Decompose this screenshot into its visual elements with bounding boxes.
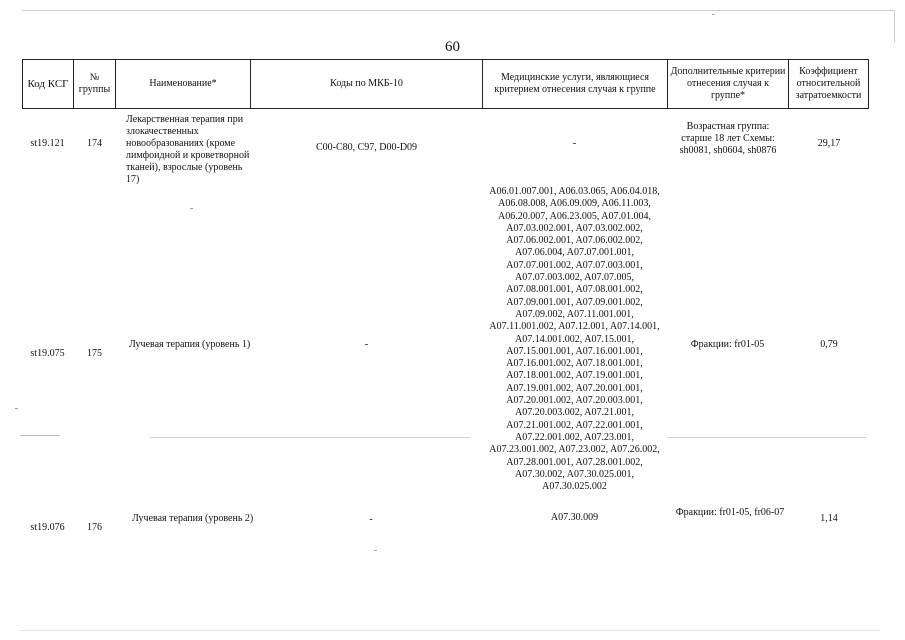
header-dop-kriterii: Дополнительные критерии отнесения случая к группе* [670, 66, 786, 101]
cell-code: st19.075 [30, 348, 65, 359]
header-kody-mkb: Коды по МКБ-10 [330, 78, 403, 89]
cell-name: Лекарственная терапия при злокачественных новообразованиях (кроме лимфоидной и кроветворной тканей), взрослые (уровень 17) [126, 114, 250, 185]
cell-code: st19.076 [30, 522, 65, 533]
cell-group: 176 [87, 522, 102, 533]
cell-services: A07.30.009 [550, 512, 599, 523]
cell-coeff: 0,79 [820, 339, 838, 350]
header-koeff: Коэффициент относительной затратоемкости [795, 66, 862, 101]
cell-mkb: - [364, 339, 369, 350]
cell-name: Лучевая терапия (уровень 2) [132, 513, 254, 524]
cell-group: 174 [87, 138, 102, 149]
col-divider [482, 59, 483, 109]
cell-coeff: 29,17 [817, 138, 841, 149]
scan-artifact [150, 437, 470, 438]
header-naimenovanie: Наименование* [149, 78, 217, 89]
scan-border-right [894, 10, 895, 42]
cell-services: - [572, 138, 577, 149]
scan-artifact [20, 435, 60, 436]
scan-artifact [374, 550, 377, 551]
col-divider [868, 59, 869, 109]
scan-artifact [190, 208, 193, 209]
header-med-uslugi: Медицинские услуги, являющиеся критерием отнесения случая к группе [494, 72, 656, 95]
cell-coeff: 1,14 [820, 513, 838, 524]
scan-artifact [20, 630, 880, 631]
cell-code: st19.121 [30, 138, 65, 149]
cell-criteria: Фракции: fr01-05 [690, 339, 765, 350]
cell-mkb: - [369, 514, 373, 525]
cell-criteria: Фракции: fr01-05, fr06-07 [675, 507, 785, 518]
cell-criteria: Возрастная группа: старше 18 лет Схемы: sh0081, sh0604, sh0876 [679, 121, 777, 156]
header-kod-ksg: Код КСГ [27, 77, 69, 90]
scan-artifact [712, 14, 715, 15]
header-nomer-gruppy: № группы [78, 72, 111, 95]
scan-border-top [22, 10, 895, 11]
cell-services: A06.01.007.001, A06.03.065, A06.04.018, A06.08.008, A06.09.009, A06.11.003, A06.20.007, A06.23.005, A07.01.004, A07.03.002.001, A07.03.002.002, A07.06.002.001, A07.06.002.002, A07.06.004, A07.07.001.001, A07.07.001.002, A07.07.003.001, A07.07.003.002, A07.07.005, A07.08.001.001, A07.08.001.002, A07.09.001.001, A07.09.001.002, A07.09.002, A07.11.001.001, A07.11.001.002, A07.12.001, A07.14.001, A07.14.001.002, A07.15.001, A07.15.001.001, A07.16.001.001, A07.16.001.002, A07.18.001.001, A07.18.001.002, A07.19.001.001, A07.19.001.002, A07.20.001.001, A07.20.001.002, A07.20.003.001, A07.20.003.002, A07.21.001, A07.21.001.002, A07.22.001.001, A07.22.001.002, A07.23.001, A07.23.001.002, A07.23.002, A07.26.002, A07.28.001.001, A07.28.001.002, A07.30.002, A07.30.025.001, A07.30.025.002 [489, 186, 660, 493]
page-number: 60 [445, 39, 460, 55]
cell-mkb: C00-C80, C97, D00-D09 [315, 142, 418, 153]
scan-artifact [15, 408, 18, 409]
cell-group: 175 [87, 348, 102, 359]
col-divider [667, 59, 668, 109]
cell-name: Лучевая терапия (уровень 1) [129, 339, 251, 350]
scan-artifact [667, 437, 867, 438]
